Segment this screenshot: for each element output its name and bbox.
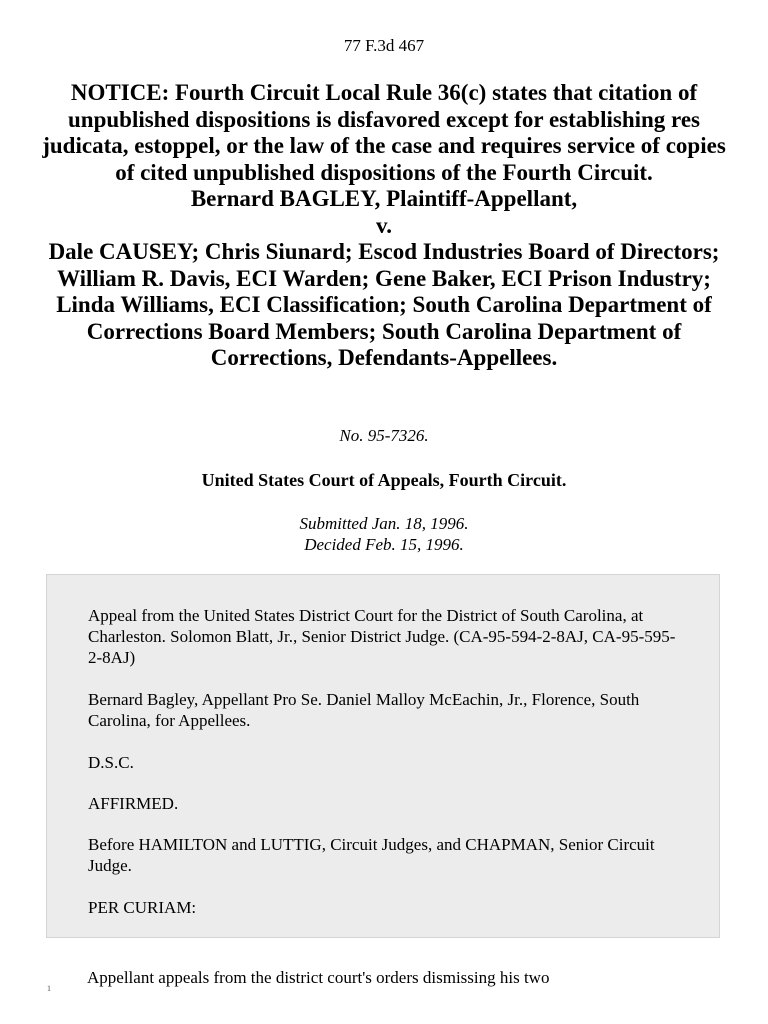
plaintiff-name: Bernard BAGLEY, Plaintiff-Appellant,	[190, 186, 578, 211]
submitted-date: Submitted Jan. 18, 1996.	[299, 514, 469, 533]
court-name: United States Court of Appeals, Fourth Circuit.	[201, 470, 567, 490]
appeal-from-text: Appeal from the United States District Court for the District of South Carolina, at Charleston. Solomon Blatt, Jr., Senior District Judge. (CA-95-594-2-8AJ, CA-95-595-2-8AJ)	[88, 606, 676, 667]
versus-label: v.	[376, 212, 392, 238]
defendants-list: Dale CAUSEY; Chris Siunard; Escod Industries Board of Directors; William R. Davis, ECI Warden; Gene Baker, ECI Prison Industry; Linda Williams, ECI Classification; South Carolina Department of Corrections Board Members; South Carolina Department of Corrections, Defendants-Appellees.	[48, 239, 720, 370]
decided-date: Decided Feb. 15, 1996.	[304, 535, 464, 554]
reporter-citation: 77 F.3d 467	[343, 36, 425, 55]
opinion-body-text: Appellant appeals from the district court's orders dismissing his two	[87, 968, 550, 987]
per-curiam-label: PER CURIAM:	[88, 898, 197, 917]
case-caption	[40, 80, 728, 372]
notice-text: NOTICE: Fourth Circuit Local Rule 36(c) states that citation of unpublished dispositions is disfavored except for establishing res judicata, estoppel, or the law of the case and requires service of copies of cited unpublished dispositions of the Fourth Circuit.	[42, 80, 726, 185]
district-abbrev: D.S.C.	[88, 753, 134, 772]
paragraph-number: 1	[47, 984, 51, 993]
docket-number: No. 95-7326.	[339, 426, 429, 445]
disposition-text: AFFIRMED.	[88, 794, 179, 813]
case-dates	[0, 513, 768, 555]
case-summary-box	[46, 574, 720, 938]
panel-text: Before HAMILTON and LUTTIG, Circuit Judges, and CHAPMAN, Senior Circuit Judge.	[88, 835, 655, 875]
counsel-text: Bernard Bagley, Appellant Pro Se. Daniel Malloy McEachin, Jr., Florence, South Carolina, for Appellees.	[88, 690, 640, 730]
